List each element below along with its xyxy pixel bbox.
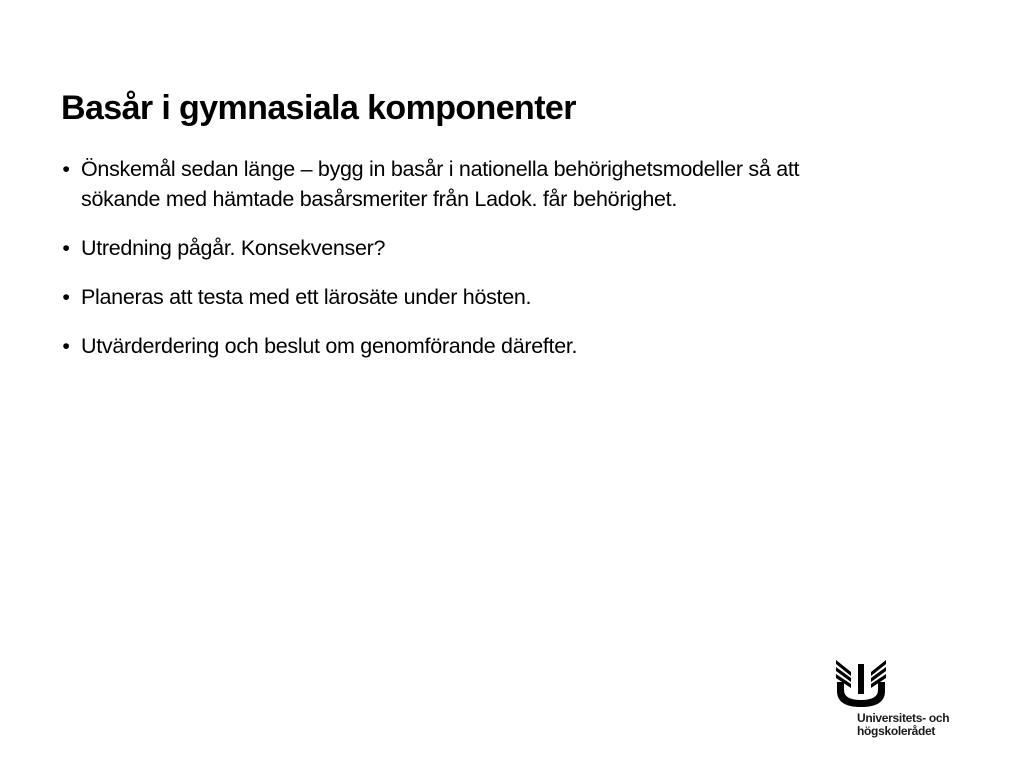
bullet-text: Planeras att testa med ett lärosäte under hösten. xyxy=(81,285,532,309)
bullet-text: Utvärderdering och beslut om genomförande därefter. xyxy=(81,334,578,358)
organization-logo xyxy=(835,658,975,740)
slide-title: Basår i gymnasiala komponenter xyxy=(61,89,576,127)
bullet-dot-icon: • xyxy=(62,334,70,358)
bullet-list xyxy=(59,154,859,380)
bullet-text: Utredning pågår. Konsekvenser? xyxy=(81,236,386,260)
bullet-item xyxy=(59,282,859,312)
bullet-item xyxy=(59,154,851,214)
bullet-dot-icon: • xyxy=(62,157,70,181)
logo-text xyxy=(857,712,949,738)
bullet-item xyxy=(59,331,859,361)
bullet-item xyxy=(59,233,859,263)
uhr-book-logo-icon xyxy=(835,658,887,708)
bullet-dot-icon: • xyxy=(62,236,70,260)
bullet-text: Önskemål sedan länge – bygg in basår i nationella behörighetsmodeller så att sökande med hämtade basårsmeriter från Ladok. får behörighet. xyxy=(81,157,800,211)
bullet-dot-icon: • xyxy=(62,285,70,309)
logo-text-line1: Universitets- och xyxy=(857,711,950,725)
logo-text-line2: högskolerådet xyxy=(857,724,936,738)
